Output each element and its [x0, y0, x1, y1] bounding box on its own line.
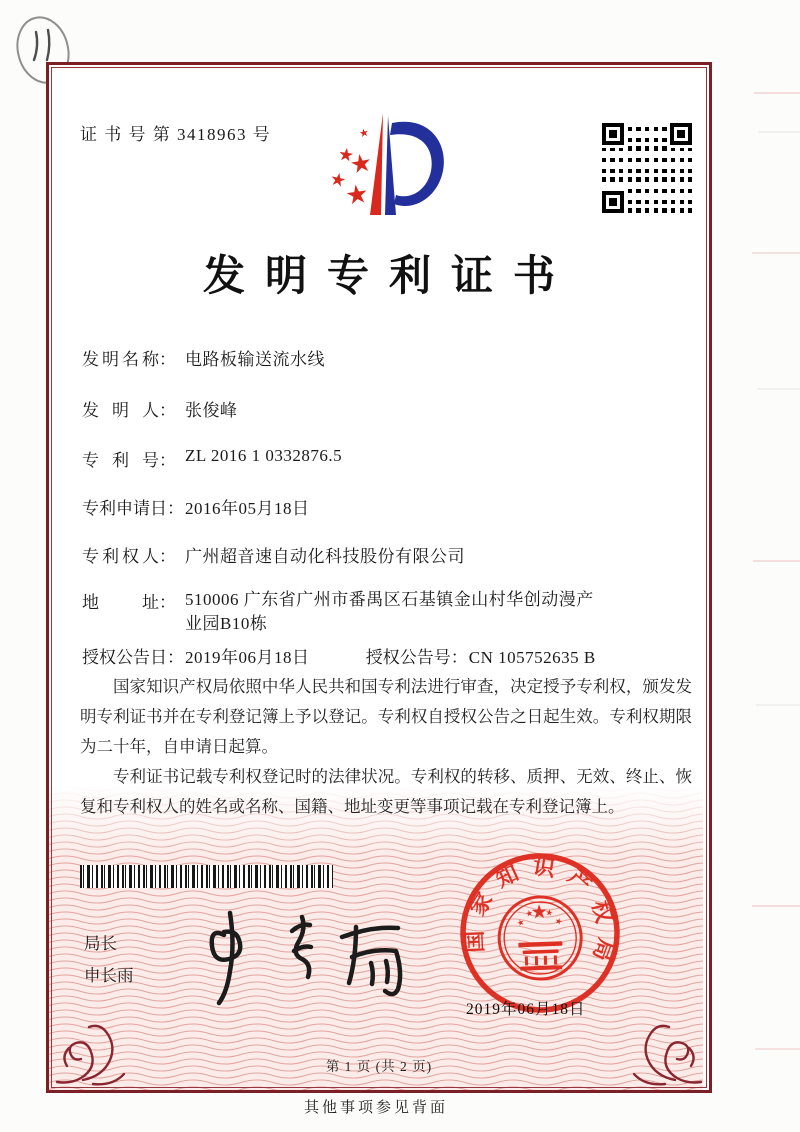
cnipa-patent-logo-icon: [330, 103, 480, 225]
field-value: ZL 2016 1 0332876.5: [185, 446, 343, 465]
barcode: [80, 865, 333, 888]
director-name: 申长雨: [84, 966, 134, 985]
qr-finder-icon: [602, 191, 624, 213]
field-value: 广州超音速自动化科技股份有限公司: [185, 547, 465, 566]
field-value: 510006 广东省广州市番禺区石基镇金山村华创动漫产业园B10栋: [185, 590, 594, 633]
field-label: 专 利 申 请 日：: [82, 499, 184, 518]
national-emblem-icon: [498, 896, 583, 981]
field-label: 专 利 号：: [82, 451, 176, 470]
field-patentee: [82, 542, 465, 567]
paragraph: 专利证书记载专利权登记时的法律状况。专利权的转移、质押、无效、终止、恢复和专利权人的姓名或名称、国籍、地址变更等事项记载在专利登记簿上。: [80, 767, 692, 816]
scan-artifact: [752, 252, 800, 254]
field-grant-row: [82, 643, 596, 668]
field-inventor: [82, 396, 238, 421]
seal-text: 国家知识产权局: [461, 853, 620, 976]
seal-date: 2019年06月18日: [466, 1001, 586, 1018]
paragraph: 国家知识产权局依照中华人民共和国专利法进行审查，决定授予专利权，颁发发明专利证书并在专利登记簿上予以登记。专利权自授权公告之日起生效。专利权期限为二十年，自申请日起算。: [80, 677, 692, 756]
qr-finder-icon: [602, 123, 624, 145]
page-indicator: 第 1 页 (共 2 页): [325, 1059, 433, 1074]
field-label: 地 址：: [82, 593, 176, 612]
scan-artifact: [754, 92, 800, 94]
scan-artifact: [758, 131, 800, 133]
field-label: 专 利 权 人：: [82, 547, 176, 566]
certificate-frame: [46, 62, 712, 1093]
scan-artifact: [756, 704, 800, 706]
footer-note: 其他事项参见背面: [303, 1100, 448, 1116]
field-invention-name: [82, 345, 325, 370]
field-value: 电路板输送流水线: [185, 350, 325, 369]
director-title: 局长: [84, 934, 117, 953]
field-grant-date: [82, 648, 310, 667]
qr-code: [602, 123, 692, 213]
scan-artifact: [753, 560, 800, 562]
field-value: 张俊峰: [185, 401, 238, 420]
official-seal: [455, 848, 625, 1018]
scan-artifact: [757, 388, 800, 390]
field-value: 2019年06月18日: [185, 648, 310, 667]
scan-artifact: [755, 1048, 800, 1050]
certificate-content: [49, 65, 709, 1090]
field-value: CN 105752635 B: [468, 648, 596, 667]
scan-artifact: [752, 905, 800, 907]
field-label: 发 明 名 称：: [82, 350, 176, 369]
director-block: [84, 928, 134, 992]
field-address: [82, 588, 600, 636]
field-grant-number: [366, 648, 596, 667]
field-patent-number: [82, 446, 342, 471]
certificate-number: 证 书 号 第 3418963 号: [80, 125, 272, 144]
field-label: 授 权 公 告 号：: [365, 648, 468, 667]
field-label: 发 明 人：: [82, 401, 176, 420]
director-signature: [190, 901, 425, 1009]
certificate-title: 发明专利证书: [202, 254, 575, 300]
field-filing-date: [82, 494, 310, 519]
qr-finder-icon: [670, 123, 692, 145]
field-label: 授 权 公 告 日：: [82, 648, 184, 667]
field-value: 2016年05月18日: [185, 499, 310, 518]
legal-text: [80, 672, 692, 822]
svg-text:国家知识产权局: [459, 851, 621, 981]
